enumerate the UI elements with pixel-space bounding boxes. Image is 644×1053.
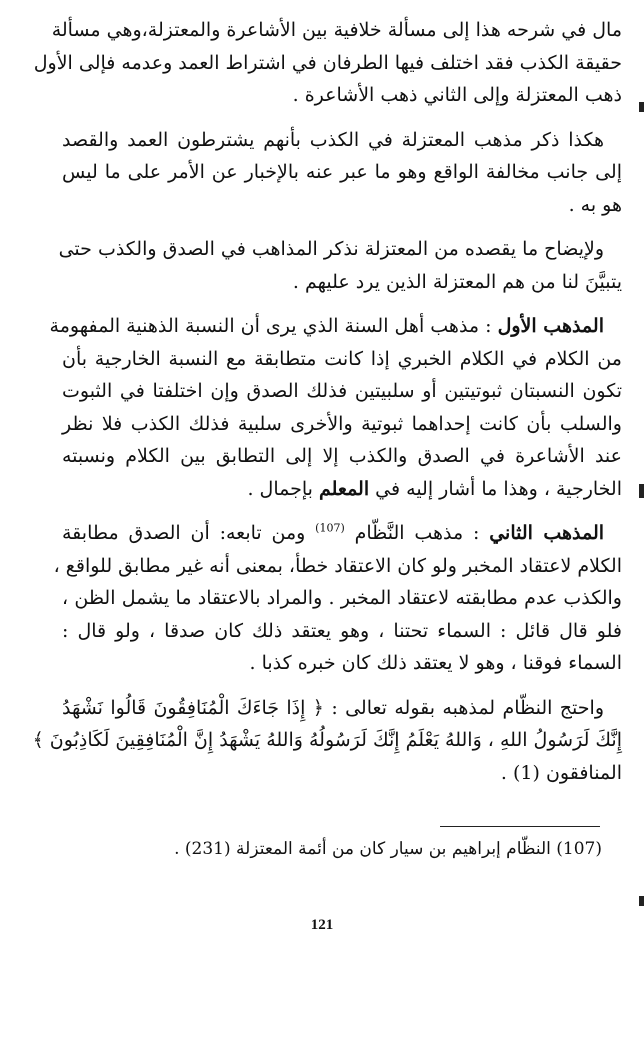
text-line [62,473,622,506]
document-body [32,14,622,801]
scan-edge-mark [639,484,644,498]
text-fragment: : مذهب النَّظّام [354,522,480,544]
paragraph-3 [58,233,622,298]
paragraph-first-school [49,310,622,505]
scan-edge-mark [639,102,644,112]
text-line: واحتج النظّام لمذهبه بقوله تعالى : ﴿ إِذَا جَاءَكَ الْمُنَافِقُونَ قَالُوا نَشْهَدُ [62,696,604,719]
text-fragment: : مذهب أهل السنة الذي يرى أن النسبة الذهنية المفهومة [49,315,492,337]
text-line: المنافقون (1) . [500,761,622,784]
paragraph-quran-argument [32,692,622,790]
text-line: الكلام لاعتقاد المخبر ولو كان الاعتقاد خطأ، بمعنى أنه غير مطابق للواقع ، [53,554,622,577]
text-line: إلى جانب مخالفة الواقع وهو ما عبر عنه بالإخبار عن الأمر على ما ليس [62,161,622,183]
text-line: تكون النسبتان ثبوتيتين أو سلبيتين فذلك الصدق وإن اختلفتا في الثبوت [62,380,622,402]
text-line: السماء فوقنا ، وهو لا يعتقد ذلك كان خبره كذبا . [249,652,622,674]
text-line [62,517,622,550]
bold-term: المعلم [318,477,370,500]
text-fragment: الخارجية ، وهذا ما أشار إليه في [375,477,622,500]
footnote-separator [440,826,600,827]
text-line: هكذا ذكر مذهب المعتزلة في الكذب بأنهم يشترطون العمد والقصد [62,128,604,151]
text-line: إِنَّكَ لَرَسُولُ اللهِ ، وَاللهُ يَعْلَمُ إِنَّكَ لَرَسُولُهُ وَاللهُ يَشْهَدُ إِنَّ الْمُنَافِقِينَ لَكَاذِبُونَ ﴾ [32,729,622,751]
text-fragment: ومن تابعه: أن الصدق مطابقة [62,522,306,544]
footnote-reference[interactable]: (107) [315,521,345,535]
text-line: ولإيضاح ما يقصده من المعتزلة نذكر المذاهب في الصدق والكذب حتى [58,238,604,260]
text-line: هو به . [568,193,622,216]
text-line: يتبيَّنَ لنا من هم المعتزلة الذين يرد عليهم . [292,270,622,293]
paragraph-second-school [53,517,622,680]
text-line: ذهب المعتزلة وإلى الثاني ذهب الأشاعرة . [292,84,622,106]
text-line: عند الأشاعرة في الصدق والكذب إلا إلى التطابق بين الكلام ونسبته [62,445,622,467]
text-line [49,310,622,343]
section-heading: المذهب الأول [497,315,604,337]
footnote: (107) النظّام إبراهيم بن سيار كان من أئمة المعتزلة (231) . [174,839,602,859]
text-line: حقيقة الكذب فقد اختلف فيها الطرفان في اشتراط العمد وعدمه فإلى الأول [33,51,622,74]
text-line: من الكلام في الكلام الخبري إذا كانت متطابقة مع النسبة الخارجية بأن [62,347,622,370]
section-heading: المذهب الثاني [489,522,605,544]
text-line: فلو قال قائل : السماء تحتنا ، وهو يعتقد ذلك كان صدقا ، ولو قال : [62,619,622,642]
text-fragment: بإجمال . [247,477,313,500]
text-line: والسلب بأن كانت إحداهما ثبوتية والأخرى سلبية فذلك الكذب فلا نظر [62,412,622,435]
page-number: 121 [310,917,334,933]
scan-edge-mark [639,896,644,906]
text-line: مال في شرحه هذا إلى مسألة خلافية بين الأشاعرة والمعتزلة،وهي مسألة [51,19,622,41]
paragraph-1 [33,14,622,112]
paragraph-2 [62,124,622,222]
text-line: والكذب عدم مطابقته لاعتقاد المخبر . والمراد بالاعتقاد ما يشمل الظن ، [62,587,622,609]
